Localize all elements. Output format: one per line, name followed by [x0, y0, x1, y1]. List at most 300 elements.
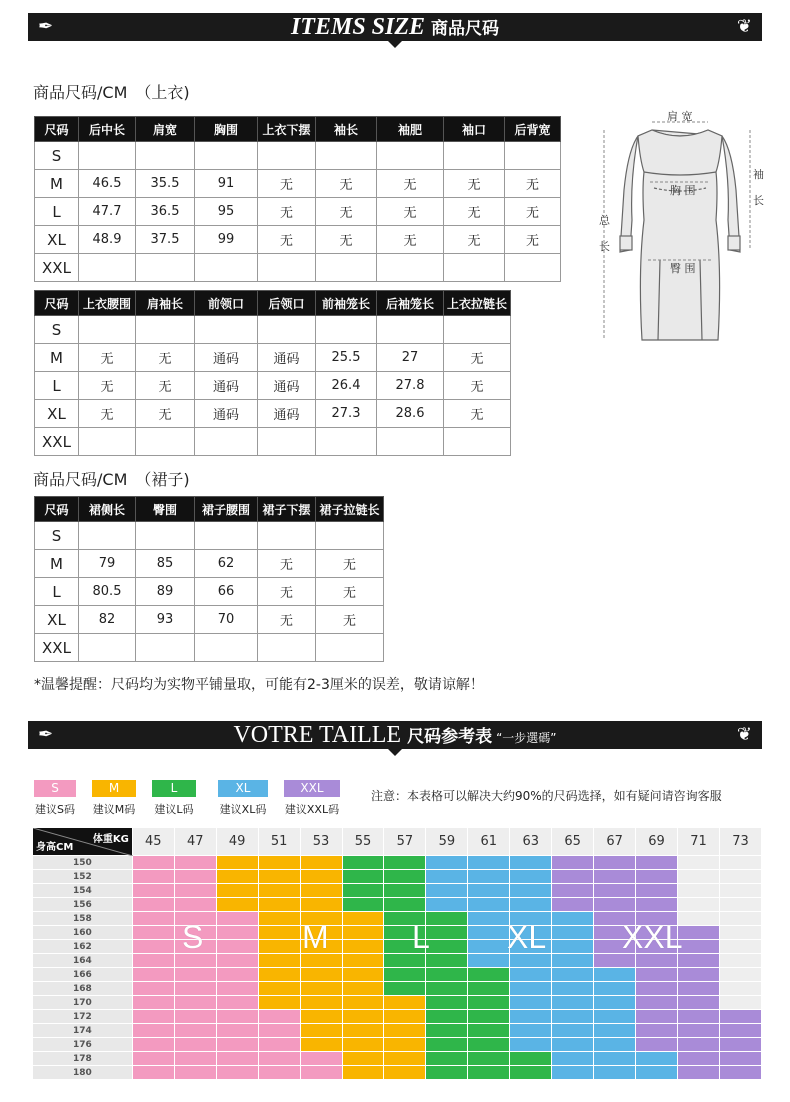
- size-cell: [300, 1052, 342, 1066]
- size-cell: [510, 968, 552, 982]
- height-label: 156: [33, 898, 133, 912]
- size-cell: [594, 884, 636, 898]
- size-cell: [719, 954, 761, 968]
- table-cell: [377, 428, 444, 456]
- size-cell: [678, 968, 720, 982]
- size-cell: [552, 1066, 594, 1080]
- grid-row: [33, 856, 762, 870]
- size-cell: [426, 856, 468, 870]
- size-cell: [216, 1010, 258, 1024]
- table-cell: 无: [79, 372, 136, 400]
- size-label: M: [35, 550, 79, 578]
- size-cell: [384, 968, 426, 982]
- height-label: 172: [33, 1010, 133, 1024]
- table-row: [35, 316, 511, 344]
- legend-swatch: XXL: [284, 780, 340, 797]
- table-cell: 无: [505, 170, 561, 198]
- size-label: XXL: [35, 634, 79, 662]
- size-cell: [426, 1024, 468, 1038]
- size-cell: [636, 1024, 678, 1038]
- size-cell: [258, 884, 300, 898]
- table-cell: [195, 316, 258, 344]
- measurement-note: *温馨提醒：尺码均为实物平铺量取，可能有2-3厘米的误差，敬请谅解！: [34, 677, 484, 693]
- grid-row: [33, 1024, 762, 1038]
- column-header: 肩袖长: [136, 291, 195, 316]
- table-cell: [258, 316, 316, 344]
- size-cell: [258, 1010, 300, 1024]
- size-cell: [468, 884, 510, 898]
- size-cell: [552, 898, 594, 912]
- size-cell: [468, 968, 510, 982]
- grid-size-label: S: [182, 919, 204, 955]
- size-cell: [342, 954, 384, 968]
- height-label: 170: [33, 996, 133, 1010]
- size-cell: [510, 912, 552, 926]
- height-label: 176: [33, 1038, 133, 1052]
- table-cell: [136, 142, 195, 170]
- size-cell: [678, 1010, 720, 1024]
- size-cell: [174, 954, 216, 968]
- size-cell: [258, 1066, 300, 1080]
- legend-label: 建议XL码: [219, 803, 267, 816]
- size-cell: [342, 898, 384, 912]
- height-label: 154: [33, 884, 133, 898]
- table-cell: 无: [136, 344, 195, 372]
- size-cell: [719, 856, 761, 870]
- size-cell: [426, 1066, 468, 1080]
- size-cell: [594, 968, 636, 982]
- size-cell: [510, 1066, 552, 1080]
- size-cell: [342, 968, 384, 982]
- size-cell: [594, 856, 636, 870]
- size-cell: [719, 1052, 761, 1066]
- legend-item-m: [92, 780, 136, 817]
- height-label: 160: [33, 926, 133, 940]
- size-cell: [342, 982, 384, 996]
- size-cell: [342, 884, 384, 898]
- table-cell: 无: [505, 198, 561, 226]
- size-cell: [678, 954, 720, 968]
- legend-item-l: [152, 780, 196, 817]
- size-cell: [174, 1024, 216, 1038]
- table-row: [35, 372, 511, 400]
- size-cell: [132, 870, 174, 884]
- size-cell: [174, 982, 216, 996]
- size-cell: [216, 982, 258, 996]
- size-cell: [258, 1052, 300, 1066]
- size-cell: [426, 1010, 468, 1024]
- size-cell: [594, 1010, 636, 1024]
- size-label: L: [35, 372, 79, 400]
- legend-item-xxl: [284, 780, 340, 817]
- size-reference-grid: [32, 827, 762, 1079]
- size-cell: [384, 1038, 426, 1052]
- weight-header: 47: [174, 828, 216, 856]
- size-cell: [426, 982, 468, 996]
- size-cell: [678, 940, 720, 954]
- table-header-row: [35, 497, 384, 522]
- size-cell: [216, 926, 258, 940]
- size-cell: [216, 1038, 258, 1052]
- size-cell: [342, 870, 384, 884]
- size-cell: [216, 912, 258, 926]
- size-cell: [426, 996, 468, 1010]
- size-cell: [132, 954, 174, 968]
- size-label: S: [35, 316, 79, 344]
- size-cell: [258, 856, 300, 870]
- size-cell: [510, 982, 552, 996]
- size-cell: [636, 954, 678, 968]
- table-cell: 36.5: [136, 198, 195, 226]
- size-cell: [510, 1024, 552, 1038]
- size-cell: [426, 870, 468, 884]
- grid-row: [33, 996, 762, 1010]
- grid-header-row: [33, 828, 762, 856]
- table-cell: [258, 428, 316, 456]
- grid-row: [33, 898, 762, 912]
- size-cell: [426, 1038, 468, 1052]
- size-cell: [384, 940, 426, 954]
- size-cell: [594, 996, 636, 1010]
- weight-header: 67: [594, 828, 636, 856]
- size-label: XL: [35, 606, 79, 634]
- table-cell: [316, 254, 377, 282]
- size-cell: [552, 856, 594, 870]
- bottom-banner: [28, 721, 762, 749]
- table-cell: 80.5: [79, 578, 136, 606]
- size-cell: [426, 884, 468, 898]
- table-cell: [79, 522, 136, 550]
- size-cell: [468, 856, 510, 870]
- size-cell: [132, 996, 174, 1010]
- weight-header: 59: [426, 828, 468, 856]
- size-cell: [216, 996, 258, 1010]
- grid-row: [33, 1038, 762, 1052]
- size-cell: [719, 1066, 761, 1080]
- table-cell: 无: [444, 344, 511, 372]
- size-cell: [384, 1010, 426, 1024]
- legend-item-s: [34, 780, 76, 817]
- size-table-top-2: [34, 290, 511, 456]
- grid-row: [33, 968, 762, 982]
- size-cell: [678, 926, 720, 940]
- size-cell: [468, 898, 510, 912]
- size-cell: [636, 884, 678, 898]
- table-cell: [136, 428, 195, 456]
- size-cell: [552, 940, 594, 954]
- table-cell: 27.8: [377, 372, 444, 400]
- size-cell: [468, 912, 510, 926]
- weight-header: 63: [510, 828, 552, 856]
- size-label: M: [35, 344, 79, 372]
- size-cell: [636, 996, 678, 1010]
- table-cell: 99: [195, 226, 258, 254]
- column-header: 袖长: [316, 117, 377, 142]
- size-cell: [510, 870, 552, 884]
- size-cell: [216, 968, 258, 982]
- table-cell: [316, 522, 384, 550]
- table-row: [35, 578, 384, 606]
- table-cell: [195, 142, 258, 170]
- table-cell: [195, 522, 258, 550]
- size-cell: [258, 926, 300, 940]
- ornament-right-icon: ❦: [736, 16, 752, 37]
- table-cell: [258, 142, 316, 170]
- table-row: [35, 226, 561, 254]
- table-cell: [195, 428, 258, 456]
- legend-swatch: XL: [218, 780, 268, 797]
- weight-header: 45: [132, 828, 174, 856]
- column-header: 裙侧长: [79, 497, 136, 522]
- size-cell: [384, 884, 426, 898]
- table-cell: [377, 254, 444, 282]
- ornament-right-icon: ❦: [736, 724, 752, 745]
- table-cell: [79, 428, 136, 456]
- table-cell: 无: [136, 400, 195, 428]
- size-cell: [510, 1052, 552, 1066]
- table-cell: 无: [316, 226, 377, 254]
- size-cell: [719, 912, 761, 926]
- size-label: XL: [35, 226, 79, 254]
- size-cell: [510, 1038, 552, 1052]
- size-cell: [636, 1038, 678, 1052]
- column-header: 尺码: [35, 117, 79, 142]
- table-cell: 无: [316, 606, 384, 634]
- size-cell: [258, 912, 300, 926]
- size-cell: [300, 954, 342, 968]
- banner-subtitle: “一步選碼”: [496, 731, 557, 745]
- size-cell: [468, 1010, 510, 1024]
- size-cell: [132, 1038, 174, 1052]
- table-cell: 无: [377, 198, 444, 226]
- table-cell: 35.5: [136, 170, 195, 198]
- column-header: 裙子下摆: [258, 497, 316, 522]
- size-cell: [552, 1038, 594, 1052]
- size-cell: [132, 1052, 174, 1066]
- label-chest: 胸 围: [670, 184, 696, 197]
- legend-label: 建议XXL码: [284, 803, 340, 816]
- size-cell: [719, 926, 761, 940]
- size-cell: [384, 870, 426, 884]
- height-label: 152: [33, 870, 133, 884]
- size-cell: [132, 898, 174, 912]
- table-cell: [444, 316, 511, 344]
- table-cell: [195, 254, 258, 282]
- size-cell: [678, 898, 720, 912]
- banner-pointer: [388, 749, 402, 756]
- legend-swatch: S: [34, 780, 76, 797]
- table-cell: [377, 142, 444, 170]
- size-cell: [510, 898, 552, 912]
- table-row: [35, 428, 511, 456]
- size-cell: [510, 1010, 552, 1024]
- column-header: 尺码: [35, 497, 79, 522]
- size-cell: [594, 954, 636, 968]
- size-cell: [174, 940, 216, 954]
- table-cell: 无: [258, 198, 316, 226]
- size-cell: [342, 1066, 384, 1080]
- table-cell: 70: [195, 606, 258, 634]
- table-cell: 通码: [195, 372, 258, 400]
- size-cell: [174, 912, 216, 926]
- legend-label: 建议S码: [35, 803, 75, 816]
- banner-pointer: [388, 41, 402, 48]
- size-cell: [342, 912, 384, 926]
- size-cell: [510, 996, 552, 1010]
- table-cell: [444, 428, 511, 456]
- weight-header: 61: [468, 828, 510, 856]
- size-cell: [342, 1052, 384, 1066]
- size-label: L: [35, 578, 79, 606]
- table-cell: [136, 634, 195, 662]
- size-cell: [216, 940, 258, 954]
- column-header: 臀围: [136, 497, 195, 522]
- grid-row: [33, 1010, 762, 1024]
- size-cell: [342, 940, 384, 954]
- size-cell: [132, 940, 174, 954]
- table-cell: 无: [316, 578, 384, 606]
- table-row: [35, 550, 384, 578]
- table-cell: [258, 522, 316, 550]
- table-row: [35, 606, 384, 634]
- column-header: 上衣下摆: [258, 117, 316, 142]
- table-cell: 无: [444, 372, 511, 400]
- table-cell: 无: [505, 226, 561, 254]
- table-cell: [136, 522, 195, 550]
- size-cell: [594, 898, 636, 912]
- size-cell: [132, 982, 174, 996]
- size-cell: [678, 912, 720, 926]
- grid-row: [33, 912, 762, 926]
- size-label: S: [35, 142, 79, 170]
- column-header: 后领口: [258, 291, 316, 316]
- column-header: 前领口: [195, 291, 258, 316]
- table-cell: 无: [79, 400, 136, 428]
- table-cell: [79, 316, 136, 344]
- grid-row: [33, 926, 762, 940]
- size-cell: [132, 912, 174, 926]
- table-cell: [136, 316, 195, 344]
- size-cell: [384, 926, 426, 940]
- table-cell: 无: [258, 606, 316, 634]
- size-cell: [132, 856, 174, 870]
- size-cell: [552, 870, 594, 884]
- banner-title-en: VOTRE TAILLE: [233, 722, 402, 748]
- table-row: [35, 522, 384, 550]
- size-cell: [552, 982, 594, 996]
- size-cell: [552, 912, 594, 926]
- size-cell: [300, 1010, 342, 1024]
- size-cell: [468, 982, 510, 996]
- size-cell: [300, 856, 342, 870]
- legend-swatch: L: [152, 780, 196, 797]
- table-cell: [79, 254, 136, 282]
- column-header: 上衣拉链长: [444, 291, 511, 316]
- size-cell: [594, 926, 636, 940]
- size-cell: [468, 1066, 510, 1080]
- table-cell: [505, 254, 561, 282]
- size-cell: [384, 898, 426, 912]
- size-cell: [342, 1024, 384, 1038]
- table-cell: 79: [79, 550, 136, 578]
- height-label: 150: [33, 856, 133, 870]
- size-cell: [300, 940, 342, 954]
- table-cell: 66: [195, 578, 258, 606]
- size-cell: [678, 884, 720, 898]
- height-label: 168: [33, 982, 133, 996]
- size-cell: [174, 1052, 216, 1066]
- table-cell: 通码: [258, 372, 316, 400]
- table-cell: 47.7: [79, 198, 136, 226]
- grid-row: [33, 940, 762, 954]
- bottom-banner-title: [28, 721, 762, 752]
- size-cell: [174, 996, 216, 1010]
- size-cell: [678, 1038, 720, 1052]
- size-cell: [594, 982, 636, 996]
- table-cell: 89: [136, 578, 195, 606]
- size-cell: [719, 968, 761, 982]
- legend-label: 建议M码: [92, 803, 136, 816]
- size-cell: [300, 1066, 342, 1080]
- size-cell: [552, 1052, 594, 1066]
- size-cell: [258, 1024, 300, 1038]
- table-cell: [136, 254, 195, 282]
- size-cell: [636, 1010, 678, 1024]
- size-cell: [258, 968, 300, 982]
- size-cell: [636, 1052, 678, 1066]
- section-title-skirt: 商品尺码/CM （裙子): [33, 470, 190, 489]
- size-cell: [300, 968, 342, 982]
- column-header: 裙子腰围: [195, 497, 258, 522]
- size-cell: [258, 996, 300, 1010]
- table-row: [35, 634, 384, 662]
- size-cell: [426, 912, 468, 926]
- size-cell: [636, 1066, 678, 1080]
- size-cell: [426, 1052, 468, 1066]
- weight-header: 65: [552, 828, 594, 856]
- size-cell: [719, 982, 761, 996]
- size-cell: [216, 870, 258, 884]
- size-cell: [636, 856, 678, 870]
- top-banner-title: [28, 13, 762, 43]
- table-cell: 95: [195, 198, 258, 226]
- size-cell: [594, 1038, 636, 1052]
- size-cell: [132, 1024, 174, 1038]
- size-cell: [384, 996, 426, 1010]
- table-cell: [444, 142, 505, 170]
- height-label: 166: [33, 968, 133, 982]
- table-cell: 通码: [258, 400, 316, 428]
- size-cell: [384, 982, 426, 996]
- size-cell: [719, 996, 761, 1010]
- grid-row: [33, 870, 762, 884]
- size-cell: [594, 1052, 636, 1066]
- size-cell: [132, 884, 174, 898]
- size-cell: [342, 1010, 384, 1024]
- size-cell: [719, 1038, 761, 1052]
- size-cell: [174, 968, 216, 982]
- size-cell: [552, 884, 594, 898]
- size-cell: [678, 856, 720, 870]
- size-cell: [552, 996, 594, 1010]
- size-cell: [468, 926, 510, 940]
- size-cell: [342, 996, 384, 1010]
- weight-header: 49: [216, 828, 258, 856]
- size-cell: [384, 1052, 426, 1066]
- table-cell: 无: [444, 226, 505, 254]
- table-cell: 无: [258, 550, 316, 578]
- size-cell: [426, 968, 468, 982]
